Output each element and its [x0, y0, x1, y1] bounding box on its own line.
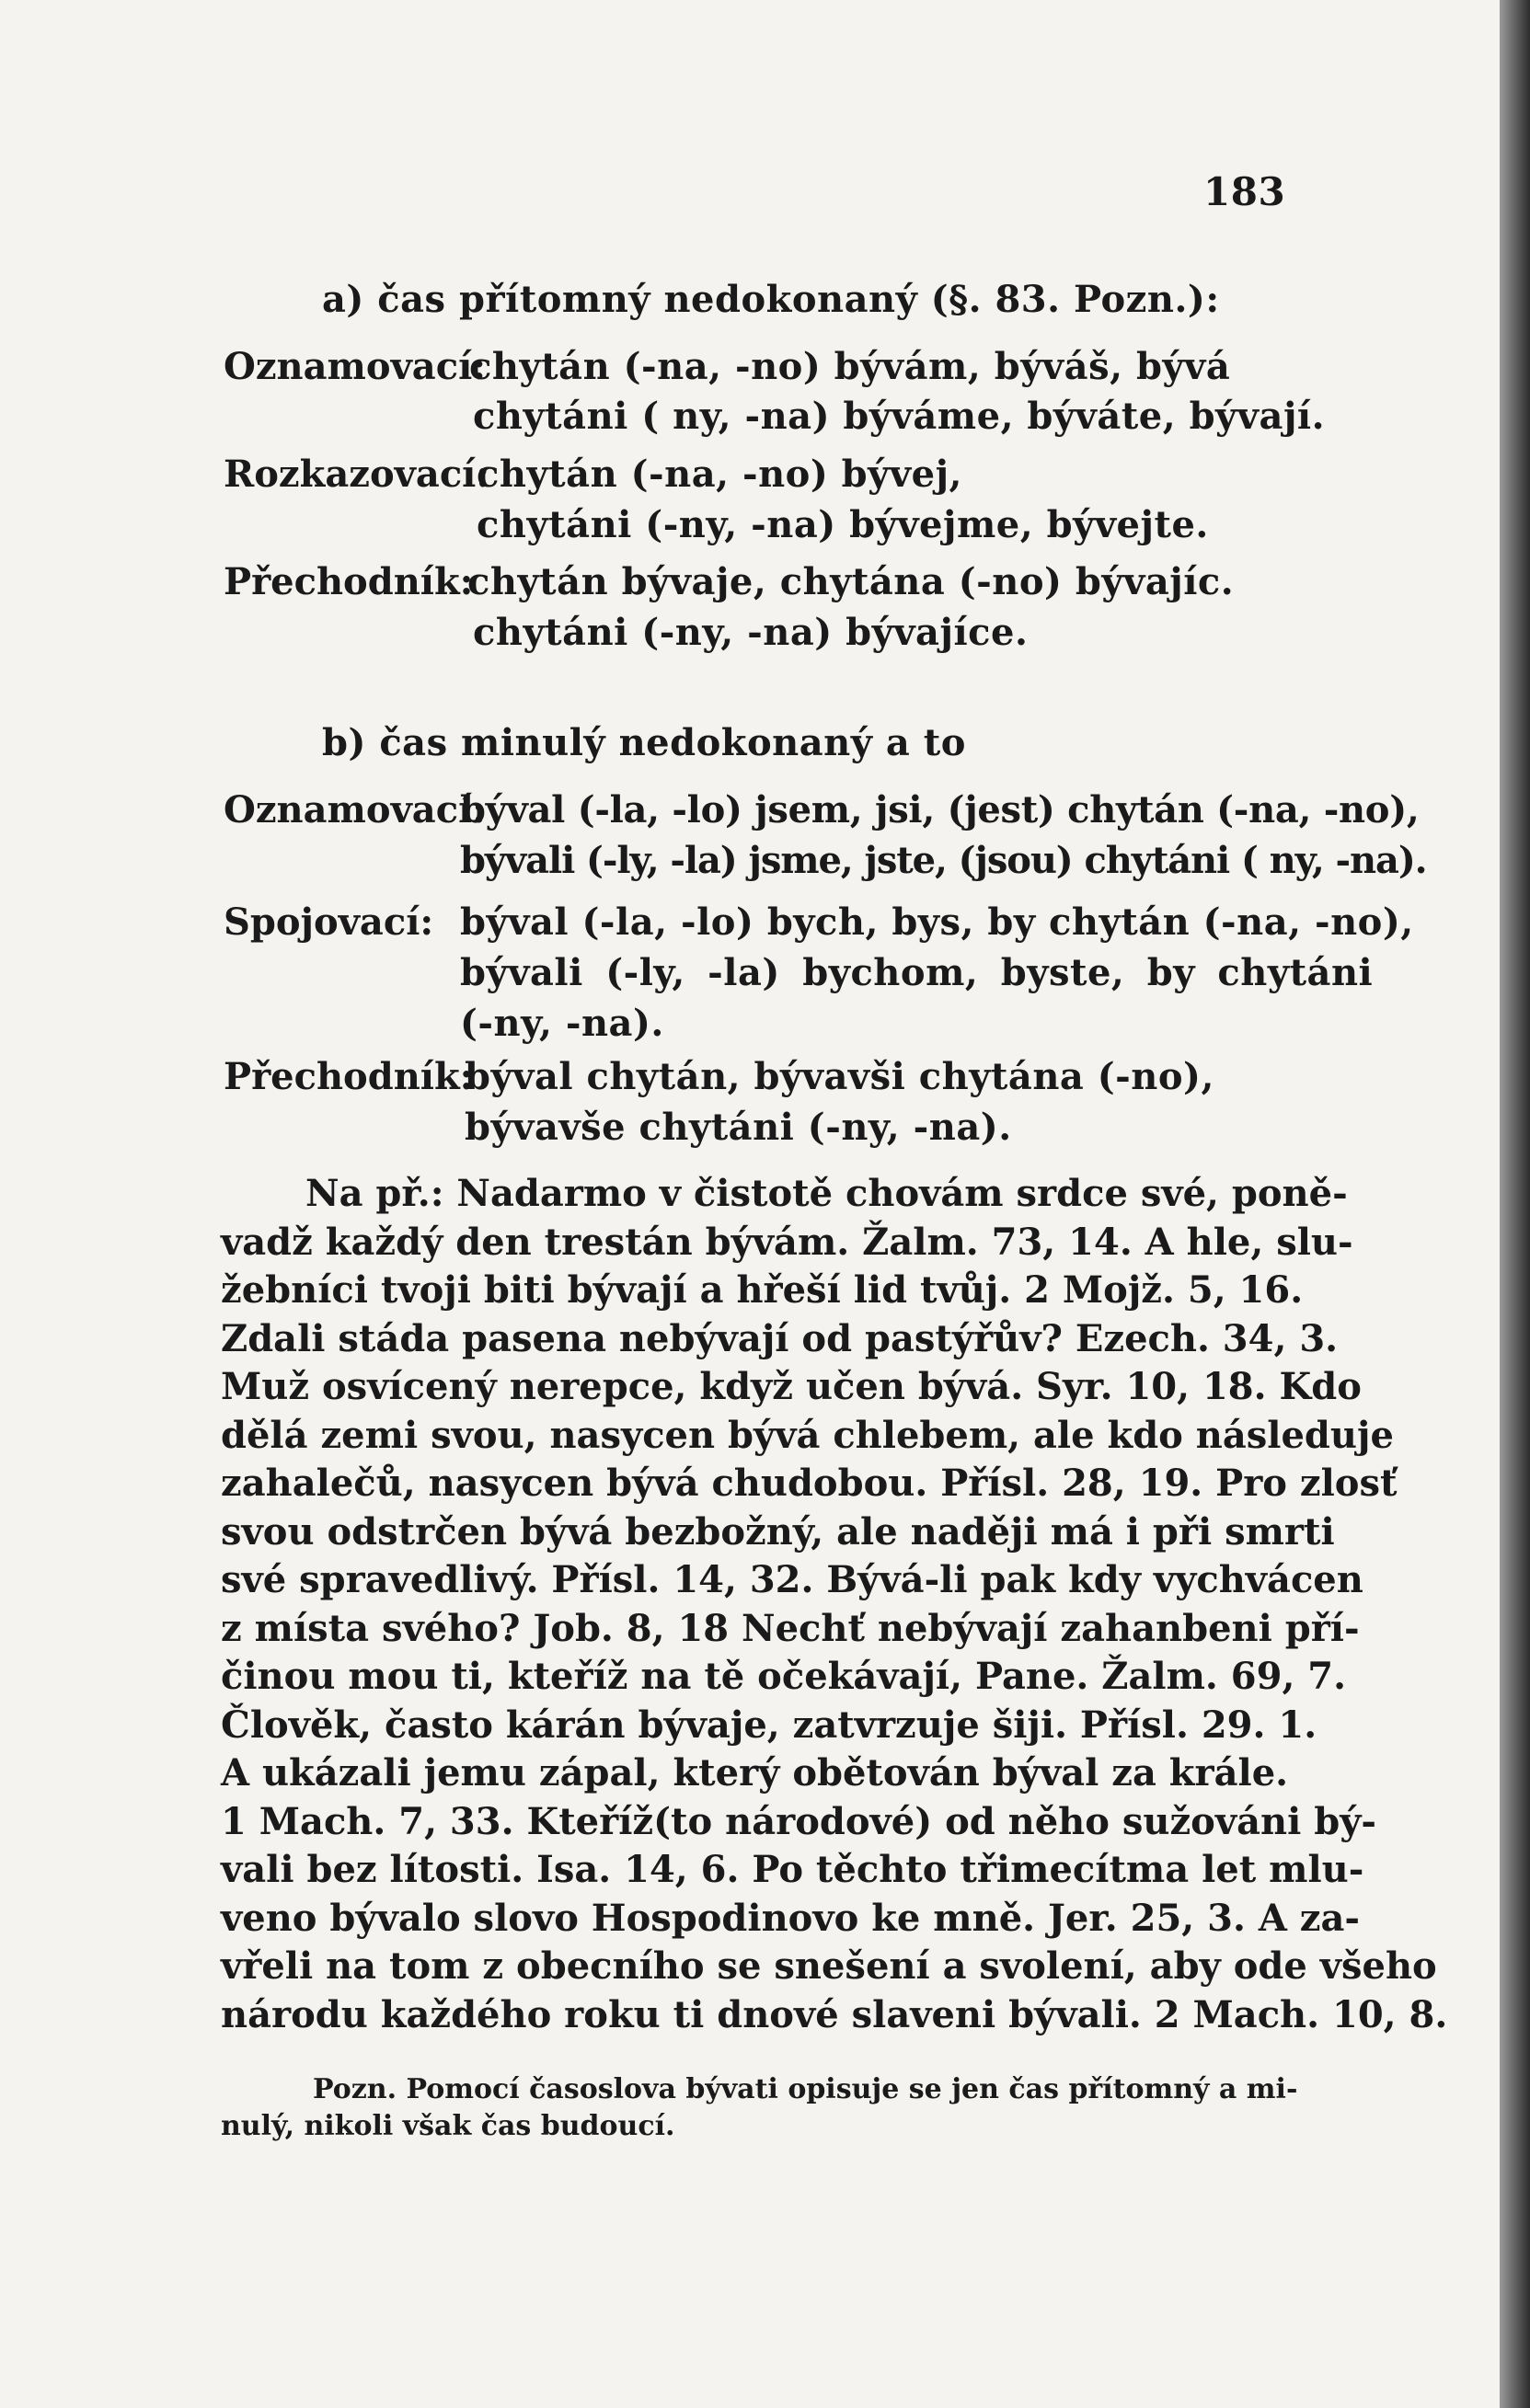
section-a-label-rozkazovaci: Rozkazovací: [224, 453, 490, 496]
section-b-prechodnik-line-1: býval chytán, bývavši chytána (-no), [465, 1055, 1214, 1098]
example-line: Zdali stáda pasena nebývají od pastýřův? Ezech. 34, 3. [221, 1316, 1339, 1360]
example-line: své spravedlivý. Přísl. 14, 32. Bývá-li pak kdy vychvácen [221, 1558, 1363, 1601]
example-line: veno bývalo slovo Hospodinovo ke mně. Jer. 25, 3. A za- [221, 1896, 1361, 1940]
example-line: Muž osvícený nerepce, když učen bývá. Syr. 10, 18. Kdo [221, 1365, 1362, 1408]
example-line: žebníci tvoji biti bývají a hřeší lid tvůj. 2 Mojž. 5, 16. [221, 1268, 1304, 1312]
section-b-label-spojovaci: Spojovací: [224, 900, 434, 944]
section-a-rozkazovaci-line-1: chytán (-na, -no) bývej, [477, 453, 962, 496]
example-line: vřeli na tom z obecního se snešení a svolení, aby ode všeho [221, 1944, 1437, 1988]
section-b-oznamovaci-line-2: bývali (-ly, -la) jsme, jste, (jsou) chytáni ( ny, -na). [460, 839, 1427, 882]
section-b-label-oznamovaci: Oznamovací: [224, 788, 487, 831]
page-number: 183 [1203, 169, 1286, 214]
section-a-rozkazovaci-line-2: chytáni (-ny, -na) bývejme, bývejte. [477, 503, 1209, 546]
section-b-prechodnik-line-2: bývavše chytáni (-ny, -na). [465, 1106, 1012, 1149]
footnote-line: nulý, nikoli však čas budoucí. [221, 2110, 675, 2142]
section-a-oznamovaci-line-1: chytán (-na, -no) bývám, býváš, bývá [469, 345, 1231, 388]
example-line: A ukázali jemu zápal, který obětován býval za krále. [221, 1751, 1289, 1795]
example-line: vali bez lítosti. Isa. 14, 6. Po těchto třimecítma let mlu- [221, 1848, 1364, 1891]
section-a-label-oznamovaci: Oznamovací: [224, 345, 487, 388]
section-a-prechodnik-line-2: chytáni (-ny, -na) bývajíce. [473, 611, 1029, 654]
section-b-heading: b) čas minulý nedokonaný a to [322, 721, 966, 764]
section-b-label-prechodnik: Přechodník: [224, 1055, 474, 1098]
example-line: vadž každý den trestán bývám. Žalm. 73, 14. A hle, slu- [221, 1220, 1353, 1264]
section-b-spojovaci-line-3: (-ny, -na). [460, 1002, 664, 1045]
page-edge-shadow [1500, 0, 1530, 2408]
example-line: z místa svého? Job. 8, 18 Nechť nebývají zahanbeni pří- [221, 1606, 1360, 1650]
section-b-oznamovaci-line-1: býval (-la, -lo) jsem, jsi, (jest) chytán (-na, -no), [460, 788, 1420, 831]
example-paragraph [221, 1170, 1448, 2039]
example-line: 1 Mach. 7, 33. Kteříž(to národové) od něho sužováni bý- [221, 1799, 1377, 1843]
section-a-prechodnik-line-1: chytán bývaje, chytána (-no) bývajíc. [467, 560, 1235, 603]
section-b-spojovaci-line-2: bývali (-ly, -la) bychom, byste, by chytáni [460, 951, 1374, 994]
footnote-line: Pozn. Pomocí časoslova bývati opisuje se jen čas přítomný a mi- [313, 2073, 1298, 2105]
example-line: svou odstrčen bývá bezbožný, ale naději má i při smrti [221, 1509, 1335, 1554]
section-a-heading: a) čas přítomný nedokonaný (§. 83. Pozn.): [322, 278, 1220, 321]
section-a-label-prechodnik: Přechodník: [224, 560, 474, 603]
example-line: zahalečů, nasycen bývá chudobou. Přísl. 28, 19. Pro zlosť [221, 1462, 1398, 1505]
example-line: dělá zemi svou, nasycen bývá chlebem, ale kdo následuje [221, 1413, 1394, 1457]
example-line: národu každého roku ti dnové slaveni bývali. 2 Mach. 10, 8. [221, 1992, 1448, 2036]
example-line: činou mou ti, kteříž na tě očekávají, Pane. Žalm. 69, 7. [221, 1655, 1347, 1698]
footnote [221, 2071, 1298, 2145]
example-line: Člověk, často kárán bývaje, zatvrzuje šiji. Přísl. 29. 1. [221, 1703, 1317, 1747]
section-a-oznamovaci-line-2: chytáni ( ny, -na) býváme, býváte, bývají. [473, 395, 1326, 438]
section-b-spojovaci-line-1: býval (-la, -lo) bych, bys, by chytán (-na, -no), [460, 900, 1414, 944]
example-line: Na př.: Nadarmo v čistotě chovám srdce své, poně- [305, 1172, 1348, 1215]
